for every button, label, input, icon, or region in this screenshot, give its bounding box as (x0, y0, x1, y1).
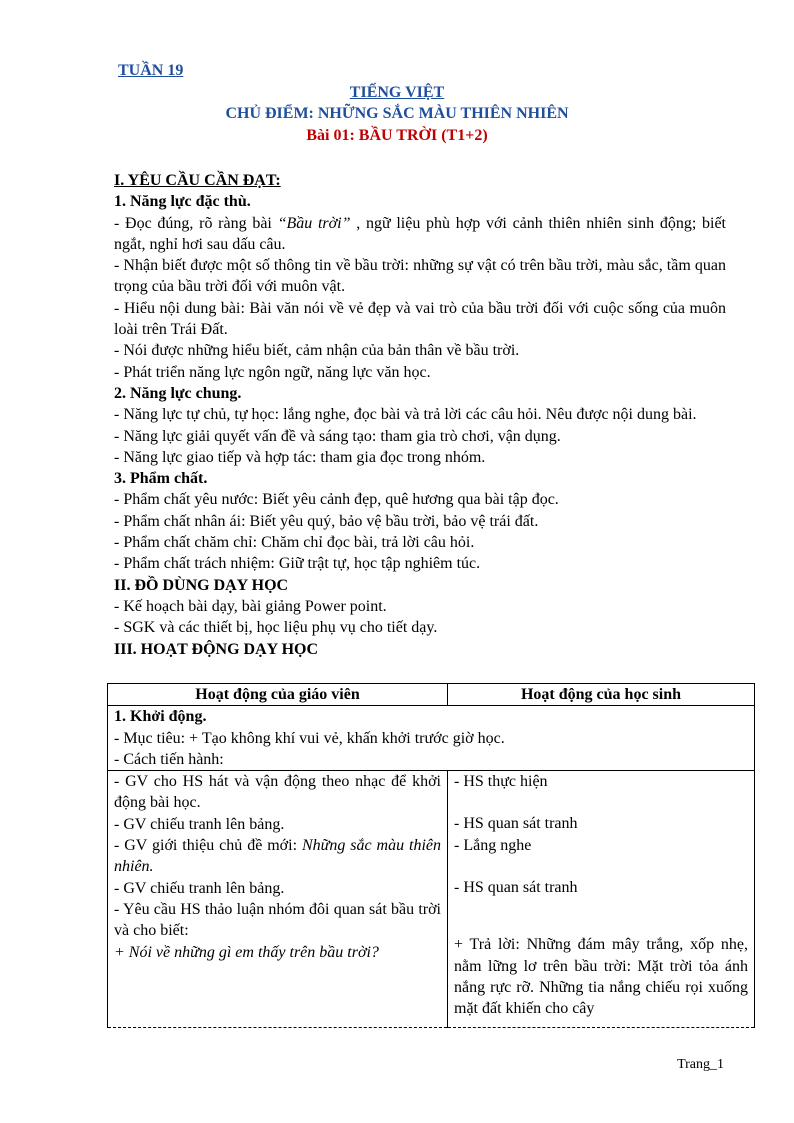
teacher-activity: + Nói về những gì em thấy trên bầu trời? (114, 943, 379, 961)
objective-item: - Phẩm chất chăm chỉ: Chăm chỉ đọc bài, trả lời câu hỏi. (114, 534, 475, 552)
student-activity: - Lắng nghe (454, 836, 532, 854)
activities-table (107, 683, 755, 1028)
student-activity: - HS quan sát tranh (454, 815, 578, 833)
table-header-row (108, 684, 755, 706)
page-number: Trang_1 (677, 1057, 724, 1072)
materials-item: - SGK và các thiết bị, học liệu phụ vụ cho tiết dạy. (114, 619, 438, 637)
objective-item: - Năng lực tự chủ, tự học: lắng nghe, đọc bài và trả lời các câu hỏi. Nêu được nội dung bài. (114, 406, 697, 424)
section-2-title: II. ĐỒ DÙNG DẠY HỌC (114, 576, 289, 594)
student-activity: + Trả lời: Những đám mây trắng, xốp nhẹ, nằm lững lơ trên bầu trời: Mặt trời tỏa ánh nắng rực rỡ. Những tia nắng chiếu rọi xuống mặt đất khiến cho cây (454, 936, 748, 1018)
warmup-cell (108, 706, 755, 771)
section-3-title: III. HOẠT ĐỘNG DẠY HỌC (114, 640, 319, 658)
objective-item: - Nói được những hiểu biết, cảm nhận của bản thân về bầu trời. (114, 342, 520, 360)
objective-item: - Nhận biết được một số thông tin về bầu trời: những sự vật có trên bầu trời, màu sắc, tầm quan trọng của bầu trời đối với muôn vật. (114, 257, 726, 296)
teacher-activities-cell (108, 771, 448, 1028)
objective-item: - Đọc đúng, rõ ràng bài “Bầu trời” , ngữ liệu phù hợp với cảnh thiên nhiên sinh động; biết ngắt, nghỉ hơi sau dấu câu. (114, 214, 726, 253)
section-1-sub-1: 1. Năng lực đặc thù. (114, 193, 251, 211)
warmup-title: 1. Khởi động. (114, 708, 207, 726)
objective-item: - Năng lực giải quyết vấn đề và sáng tạo: tham gia trò chơi, vận dụng. (114, 427, 561, 445)
week-label: TUẦN 19 (118, 62, 184, 79)
table-row (108, 771, 755, 1028)
lesson-content (114, 170, 726, 660)
objective-item: - Phẩm chất yêu nước: Biết yêu cảnh đẹp, quê hương qua bài tập đọc. (114, 491, 559, 509)
teacher-activity: - GV chiếu tranh lên bảng. (114, 815, 285, 833)
section-1-sub-2: 2. Năng lực chung. (114, 384, 242, 402)
objective-item: - Phẩm chất trách nhiệm: Giữ trật tự, học tập nghiêm túc. (114, 555, 481, 573)
lesson-title: Bài 01: BẦU TRỜI (T1+2) (306, 127, 488, 144)
table-row (108, 706, 755, 771)
section-1-sub-3: 3. Phẩm chất. (114, 470, 208, 488)
teacher-activity: - GV chiếu tranh lên bảng. (114, 879, 285, 897)
materials-item: - Kế hoạch bài dạy, bài giảng Power point. (114, 597, 387, 615)
student-activity: - HS quan sát tranh (454, 879, 578, 897)
col-student-header: Hoạt động của học sinh (448, 684, 755, 706)
objective-item: - Phẩm chất nhân ái: Biết yêu quý, bảo vệ bầu trời, bảo vệ trái đất. (114, 512, 539, 530)
teacher-activity: - GV cho HS hát và vận động theo nhạc để khởi động bài học. (114, 773, 441, 812)
objective-item: - Phát triển năng lực ngôn ngữ, năng lực văn học. (114, 363, 431, 381)
section-1-title: I. YÊU CẦU CẦN ĐẠT: (114, 172, 281, 189)
subject-title: TIẾNG VIỆT (349, 84, 445, 101)
teacher-activity: - GV giới thiệu chủ đề mới: Những sắc màu thiên nhiên. (114, 837, 441, 876)
warmup-method: - Cách tiến hành: (114, 750, 224, 768)
objective-item: - Hiểu nội dung bài: Bài văn nói về vẻ đẹp và vai trò của bầu trời đối với cuộc sống của muôn loài trên Trái Đất. (114, 299, 726, 339)
student-activities-cell (448, 771, 755, 1028)
student-activity: - HS thực hiện (454, 773, 548, 791)
col-teacher-header: Hoạt động của giáo viên (108, 684, 448, 706)
teacher-activity: - Yêu cầu HS thảo luận nhóm đôi quan sát bầu trời và cho biết: (114, 900, 441, 940)
theme-title: CHỦ ĐIỂM: NHỮNG SẮC MÀU THIÊN NHIÊN (225, 105, 569, 122)
objective-item: - Năng lực giao tiếp và hợp tác: tham gia đọc trong nhóm. (114, 448, 486, 466)
warmup-goal: - Mục tiêu: + Tạo không khí vui vẻ, khấn khởi trước giờ học. (114, 729, 505, 747)
